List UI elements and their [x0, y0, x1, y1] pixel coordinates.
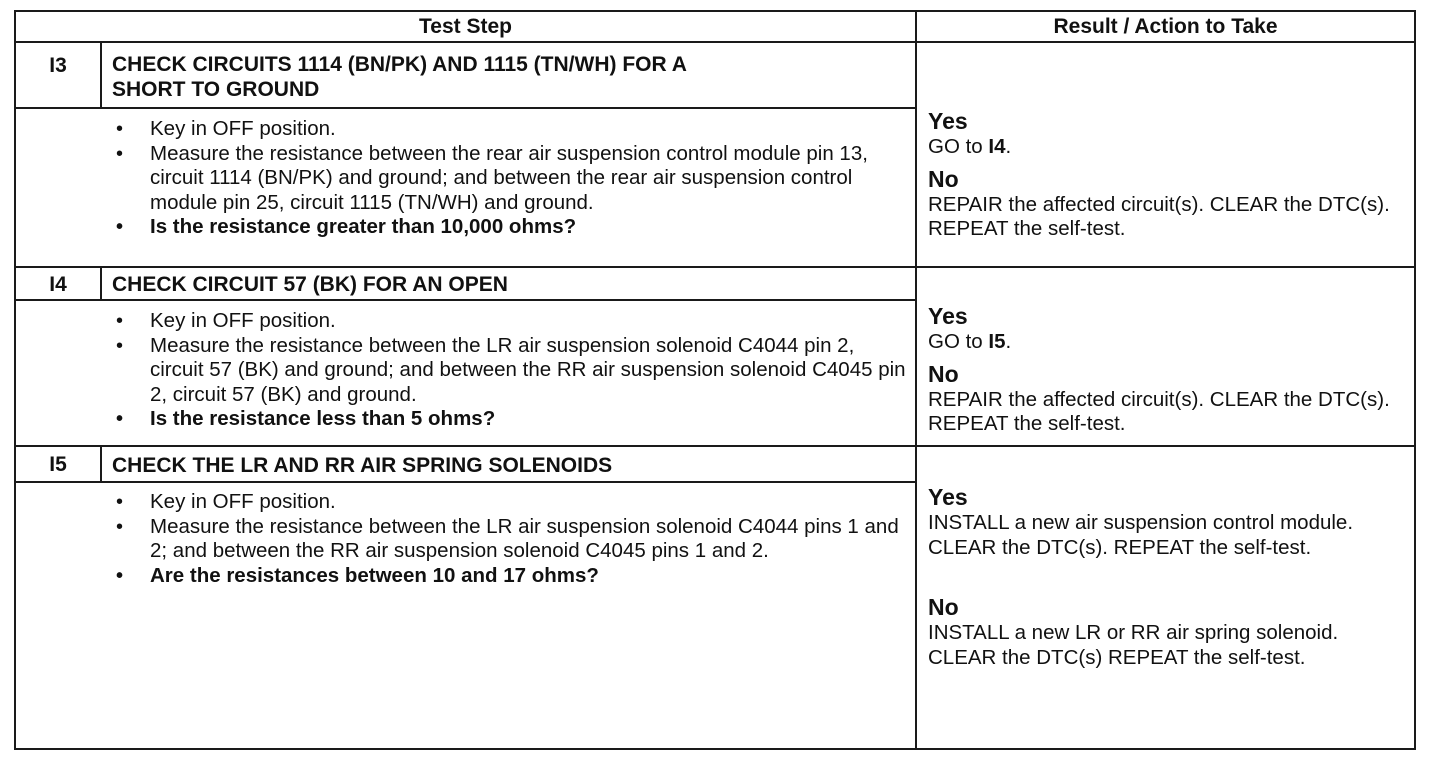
no-text: REPAIR the affected circuit(s). CLEAR the DTC(s). REPEAT the self-test. [928, 192, 1390, 240]
header-divider [16, 41, 1414, 43]
bullet-item: • Measure the resistance between the LR air suspension solenoid C4044 pins 1 and 2; and between the RR air suspension solenoid C4045 pins 1 and 2. [108, 515, 908, 564]
step-id-divider [100, 268, 102, 299]
step-id: I4 [49, 273, 67, 296]
step-id: I3 [49, 54, 67, 77]
yes-text [928, 330, 1412, 355]
yes-text: CLEAR the DTC(s). REPEAT the self-test. [928, 535, 1312, 559]
step-title-line: CHECK CIRCUIT 57 (BK) FOR AN OPEN [112, 273, 508, 296]
bullet-item: • Key in OFF position. [108, 117, 908, 142]
yes-text-post: . [1005, 330, 1012, 353]
step-ref-link[interactable]: I4 [988, 135, 1006, 158]
bullet-question: • Is the resistance greater than 10,000 ohms? [108, 215, 908, 240]
yes-label: Yes [928, 484, 968, 510]
bullet-question: • Is the resistance less than 5 ohms? [108, 407, 908, 432]
yes-text-pre: GO to [928, 135, 989, 158]
step-title-line: CHECK THE LR AND RR AIR SPRING SOLENOIDS [112, 454, 613, 477]
step-title-line: SHORT TO GROUND [112, 78, 320, 101]
no-label: No [928, 165, 959, 192]
header-test-step: Test Step [419, 15, 512, 38]
step-id: I5 [49, 453, 67, 476]
bullet-item: • Measure the resistance between the rear air suspension control module pin 13, circuit 1114 (BN/PK) and ground; and between the rear air suspension control module pin 25, circuit 1115 (TN/WH) and ground. [108, 142, 908, 216]
bullet-question: • Are the resistances between 10 and 17 ohms? [108, 564, 908, 589]
header-result-action: Result / Action to Take [1053, 15, 1278, 38]
no-text: CLEAR the DTC(s) REPEAT the self-test. [928, 645, 1306, 669]
step-title-divider [16, 481, 915, 483]
step-title-line: CHECK CIRCUITS 1114 (BN/PK) AND 1115 (TN/WH) FOR A [112, 53, 687, 76]
yes-label: Yes [928, 108, 968, 134]
yes-label: Yes [928, 303, 968, 329]
step-bullets [108, 309, 908, 432]
step-divider [16, 445, 1414, 447]
bullet-item: • Key in OFF position. [108, 309, 908, 334]
bullet-item: • Key in OFF position. [108, 490, 908, 515]
step-id-divider [100, 43, 102, 107]
no-text: INSTALL a new LR or RR air spring solenoid. [928, 621, 1339, 644]
step-bullets [108, 117, 908, 240]
step-divider [16, 266, 1414, 268]
step-title [112, 453, 892, 478]
result-block [928, 303, 1412, 437]
bullet-item: • Measure the resistance between the LR air suspension solenoid C4044 pin 2, circuit 57 (BK) and ground; and between the RR air suspension solenoid C4045 pin 2, circuit 57 (BK) and ground. [108, 334, 908, 408]
step-title [112, 52, 892, 102]
column-divider [915, 12, 917, 748]
no-label: No [928, 594, 959, 620]
step-title [112, 272, 892, 297]
step-id-divider [100, 447, 102, 481]
yes-text-pre: GO to [928, 330, 989, 353]
yes-text [928, 135, 1412, 160]
result-block [928, 484, 1412, 670]
step-title-divider [16, 299, 915, 301]
yes-text-post: . [1005, 135, 1012, 158]
diagnostic-table [14, 10, 1416, 750]
no-text: REPAIR the affected circuit(s). CLEAR the DTC(s). REPEAT the self-test. [928, 387, 1390, 435]
no-label: No [928, 360, 959, 387]
yes-text: INSTALL a new air suspension control module. [928, 511, 1354, 534]
result-block [928, 108, 1412, 242]
step-ref-link[interactable]: I5 [988, 330, 1006, 353]
step-bullets [108, 490, 908, 588]
step-title-divider [16, 107, 915, 109]
